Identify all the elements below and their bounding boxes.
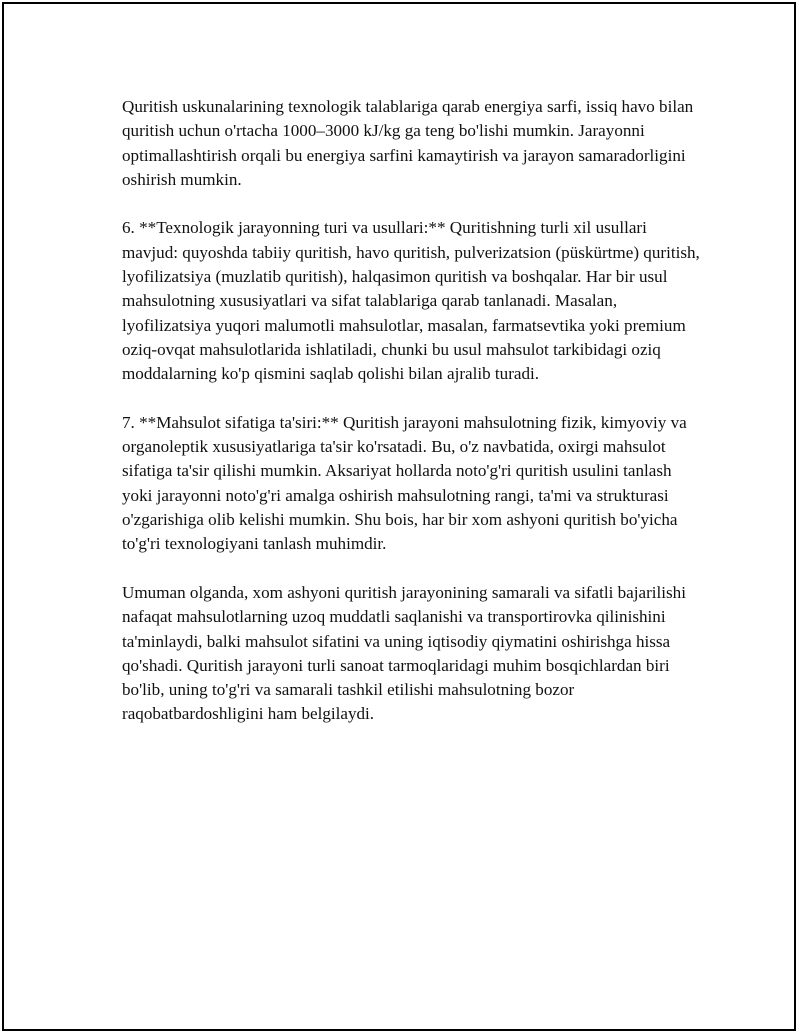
paragraph-conclusion: Umuman olganda, xom ashyoni quritish jarayonining samarali va sifatli bajarilishi nafaqat mahsulotlarning uzoq muddatli saqlanishi va transportirovka qilinishini ta'minlaydi, balki mahsulot sifatini va uning iqtisodiy qiymatini oshirishga hissa qo'shadi. Quritish jarayoni turli sanoat tarmoqlaridagi muhim bosqichlardan biri bo'lib, uning to'g'ri va samarali tashkil etilishi mahsulotning bozor raqobatbardoshligini ham belgilaydi. [122,582,686,724]
paragraph-drying-methods: 6. **Texnologik jarayonning turi va usullari:** Quritishning turli xil usullari mavjud: quyoshda tabiiy quritish, havo quritish, pulverizatsion (püskürtme) quritish, lyofilizatsiya (muzlatib quritish), halqasimon quritish va boshqalar. Har bir usul mahsulotning xususiyatlari va sifat talablariga qarab tanlanadi. Masalan, lyofilizatsiya yuqori malumotli mahsulotlar, masalan, farmatsevtika yoki premium oziq-ovqat mahsulotlarida ishlatiladi, chunki bu usul mahsulot tarkibidagi oziq moddalarning ko'p qismini saqlab qolishi bilan ajralib turadi. [122,218,700,384]
paragraph-quality-impact: 7. **Mahsulot sifatiga ta'siri:** Quritish jarayoni mahsulotning fizik, kimyoviy va organoleptik xususiyatlariga ta'sir ko'rsatadi. Bu, o'z navbatida, oxirgi mahsulot sifatiga ta'sir qilishi mumkin. Aksariyat hollarda noto'g'ri quritish usulini tanlash yoki jarayonni noto'g'ri amalga oshirish mahsulotning rangi, ta'mi va strukturasi o'zgarishiga olib kelishi mumkin. Shu bois, har bir xom ashyoni quritish bo'yicha to'g'ri texnologiyani tanlash muhimdir. [122,412,687,554]
paragraph-energy-consumption: Quritish uskunalarining texnologik talablariga qarab energiya sarfi, issiq havo bilan quritish uchun o'rtacha 1000–3000 kJ/kg ga teng bo'lishi mumkin. Jarayonni optimallashtirish orqali bu energiya sarfini kamaytirish va jarayon samaradorligini oshirish mumkin. [122,97,694,189]
document-body [122,95,702,751]
page-frame [2,2,796,1031]
